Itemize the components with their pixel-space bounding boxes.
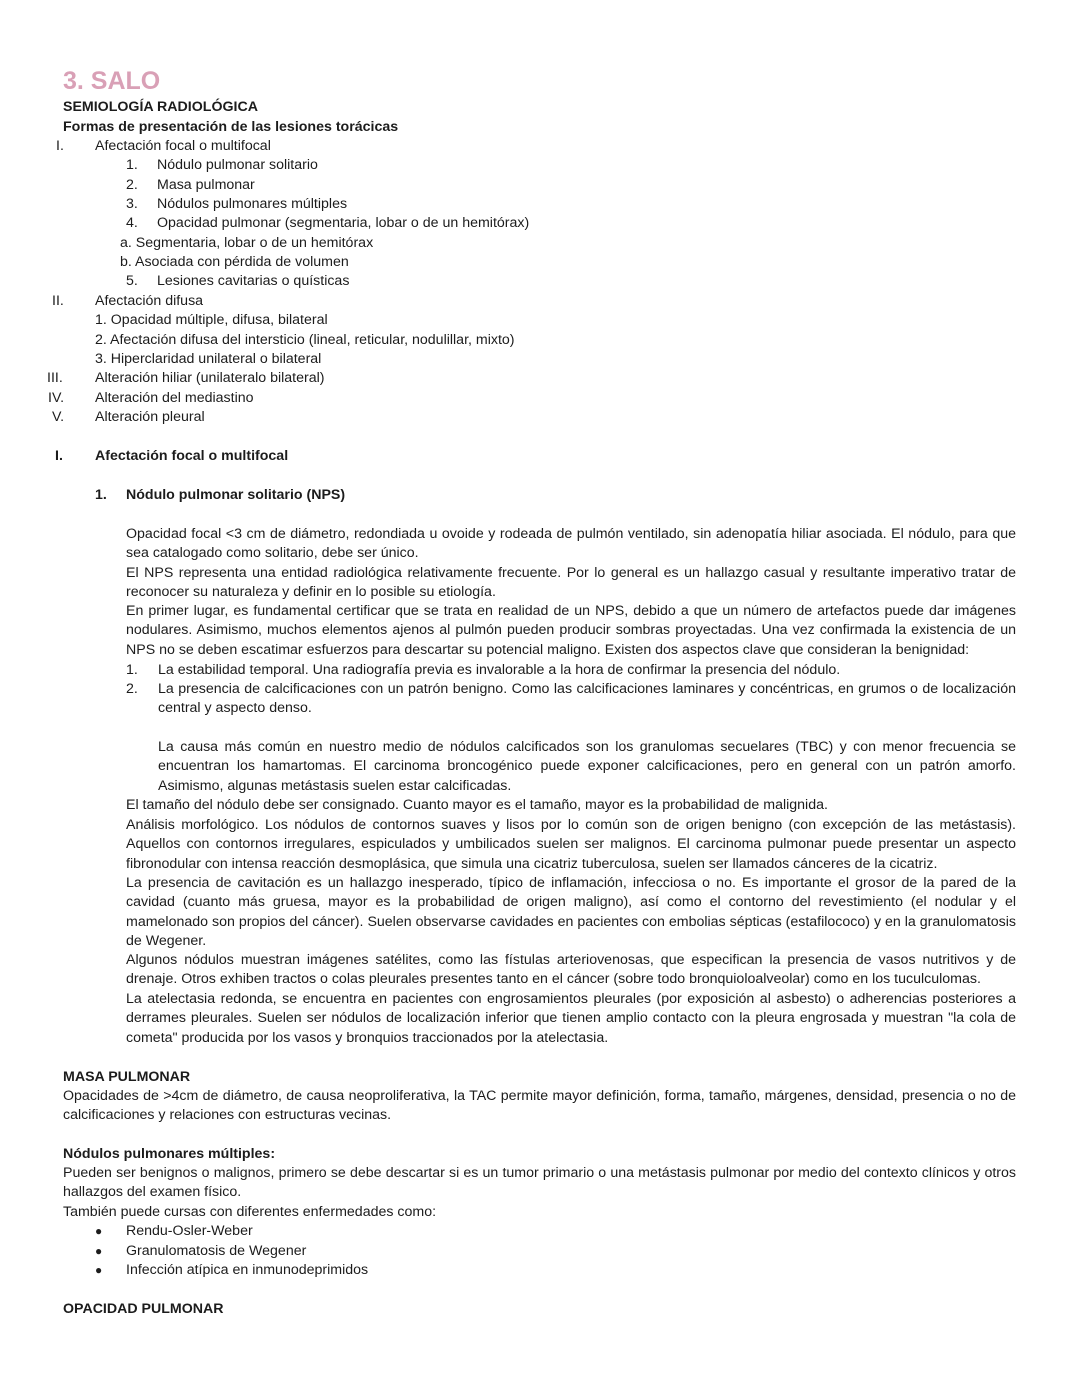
outline-item-label: Afectación difusa: [95, 293, 204, 309]
paragraph: Algunos nódulos muestran imágenes satélites, como las fístulas arteriovenosas, que especifican la presencia de vasos nutritivos y de drenaje. Otros exhiben tractos o colas pleurales presentes tanto en el cáncer (sobre todo bronquioloalveolar) como en los tuculculomas.: [126, 952, 1016, 988]
outline-numeral: I.: [56, 138, 64, 154]
list-number: 2.: [126, 681, 138, 697]
bullet-item: Rendu-Osler-Weber: [126, 1223, 253, 1239]
list-item-text: La presencia de calcificaciones con un patrón benigno. Como las calcificaciones laminares y concéntricas, en grumos o de localización central y aspecto denso.: [158, 681, 1016, 717]
bullet-icon: ●: [95, 1244, 103, 1258]
outline-numeral: III.: [47, 370, 63, 386]
outline-item-label: Alteración hiliar (unilateralo bilateral): [95, 370, 325, 386]
subtitle: Formas de presentación de las lesiones torácicas: [63, 119, 399, 135]
outline-subitem-text: Masa pulmonar: [157, 177, 255, 193]
paragraph: Opacidad focal <3 cm de diámetro, redondiada u ovoide y rodeada de pulmón ventilado, sin adenopatía hiliar asociada. El nódulo, para que sea catalogado como solitario, debe ser único.: [126, 526, 1016, 562]
list-item-text: La estabilidad temporal. Una radiografía previa es invalorable a la hora de confirmar la presencia del nódulo.: [158, 662, 841, 678]
outline-item-label: Afectación focal o multifocal: [95, 138, 271, 154]
section-numeral: I.: [55, 448, 63, 464]
outline-subitem-number: 3.: [126, 196, 138, 212]
outline-subitem: 3. Hiperclaridad unilateral o bilateral: [95, 351, 322, 367]
outline-numeral: IV.: [48, 390, 65, 406]
paragraph: La atelectasia redonda, se encuentra en pacientes con engrosamientos pleurales (por exposición al asbesto) o adherencias posteriores a derrames pleurales. Suelen ser nódulos de localización inferior que tienen amplio contacto con la pleura engrosada y muestran "la cola de cometa" producida por los vasos y bronquios traccionados por la atelectasia.: [126, 991, 1016, 1046]
subsection-number: 1.: [95, 487, 107, 503]
outline-subitem-text: Nódulo pulmonar solitario: [157, 157, 318, 173]
bullet-icon: ●: [95, 1263, 103, 1277]
masa-text: Opacidades de >4cm de diámetro, de causa neoproliferativa, la TAC permite mayor definición, forma, tamaño, márgenes, densidad, presencia o no de calcificaciones y relaciones con estructuras vecinas.: [63, 1088, 1016, 1124]
section-heading: Afectación focal o multifocal: [95, 448, 289, 464]
paragraph: En primer lugar, es fundamental certificar que se trata en realidad de un NPS, debido a que un número de artefactos puede dar imágenes nodulares. Asimismo, muchos elementos ajenos al pulmón pueden producir sombras proyectadas. Una vez confirmada la existencia de un NPS no se deben escatimar esfuerzos para descartar su potencial maligno. Existen dos aspectos clave que consideran la benignidad:: [126, 603, 1016, 658]
outline-subitem: 1. Opacidad múltiple, difusa, bilateral: [95, 312, 328, 328]
doc-title: 3. SALO: [63, 67, 161, 95]
outline-subitem-text: Opacidad pulmonar (segmentaria, lobar o de un hemitórax): [157, 215, 530, 231]
outline-subitem-number: 1.: [126, 157, 138, 173]
outline-letter-item: a. Segmentaria, lobar o de un hemitórax: [120, 235, 374, 251]
paragraph: El NPS representa una entidad radiológica relativamente frecuente. Por lo general es un hallazgo casual y resultante imperativo tratar de reconocer su naturaleza y definir en lo posible su etiología.: [126, 565, 1016, 601]
outline-subitem-number: 5.: [126, 273, 138, 289]
paragraph: Análisis morfológico. Los nódulos de contornos suaves y lisos por lo común son de origen benigno (con excepción de las metástasis). Aquellos con contornos irregulares, espiculados y umbilicados suelen ser malignos. El carcinoma pulmonar puede presentar un aspecto fibronodular con intensa reacción desmoplásica, que simula una cicatriz tuberculosa, suelen ser llamados cánceres de la cicatriz.: [126, 817, 1016, 872]
multiples-text: También puede cursas con diferentes enfermedades como:: [63, 1204, 437, 1220]
bullet-item: Granulomatosis de Wegener: [126, 1243, 307, 1259]
outline-subitem-text: Nódulos pulmonares múltiples: [157, 196, 348, 212]
list-item-paragraph: La causa más común en nuestro medio de nódulos calcificados son los granulomas secuelares (TBC) y con menor frecuencia se encuentran los hamartomas. El carcinoma broncogénico puede exponer calcificaciones, pero en general con un patrón amorfo. Asimismo, algunas metástasis suelen estar calcificadas.: [158, 739, 1016, 794]
paragraph: El tamaño del nódulo debe ser consignado. Cuanto mayor es el tamaño, mayor es la probabilidad de malignida.: [126, 797, 828, 813]
outline-subitem-number: 4.: [126, 215, 138, 231]
bullet-item: Infección atípica en inmunodeprimidos: [126, 1262, 369, 1278]
masa-heading: MASA PULMONAR: [63, 1069, 191, 1085]
list-number: 1.: [126, 662, 138, 678]
outline-subitem-number: 2.: [126, 177, 138, 193]
multiples-heading: Nódulos pulmonares múltiples:: [63, 1146, 276, 1162]
multiples-text: Pueden ser benignos o malignos, primero se debe descartar si es un tumor primario o una metástasis pulmonar por medio del contexto clínicos y otros hallazgos del examen físico.: [63, 1165, 1016, 1201]
outline-numeral: V.: [52, 409, 65, 425]
subsection-heading: Nódulo pulmonar solitario (NPS): [126, 487, 346, 503]
outline-subitem-text: Lesiones cavitarias o quísticas: [157, 273, 350, 289]
section-title: SEMIOLOGÍA RADIOLÓGICA: [63, 99, 258, 115]
outline-numeral: II.: [52, 293, 64, 309]
paragraph: La presencia de cavitación es un hallazgo inesperado, típico de inflamación, infecciosa o no. Es importante el grosor de la pared de la cavidad (cuanto más gruesa, mayor es la probabilidad de origen maligno), así como el contorno del revestimiento (el nodular y el mamelonado son propios del cáncer). Suelen observarse cavidades en pacientes con embolias sépticas (estafilococo) y en la granulomatosis de Wegener.: [126, 875, 1016, 950]
outline-item-label: Alteración del mediastino: [95, 390, 254, 406]
bullet-icon: ●: [95, 1224, 103, 1238]
opacidad-heading: OPACIDAD PULMONAR: [63, 1301, 224, 1317]
outline-subitem: 2. Afectación difusa del intersticio (lineal, reticular, nodulillar, mixto): [95, 332, 515, 348]
outline-item-label: Alteración pleural: [95, 409, 205, 425]
outline-letter-item: b. Asociada con pérdida de volumen: [120, 254, 349, 270]
